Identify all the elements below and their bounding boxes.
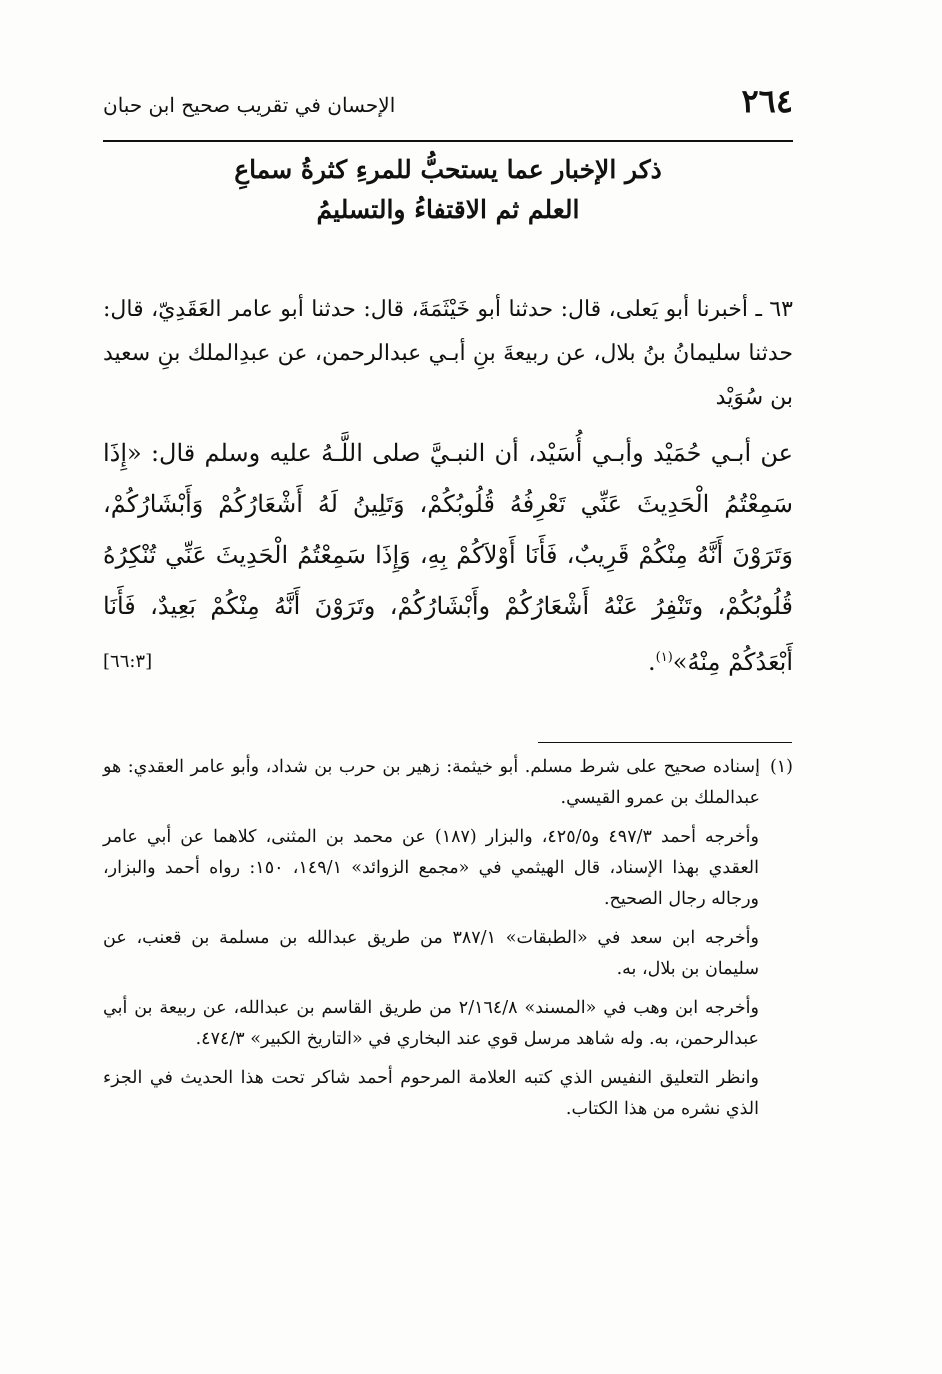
footnote-paragraph: وانظر التعليق النفيس الذي كتبه العلامة المرحوم أحمد شاكر تحت هذا الحديث في الجزء الذي نشره من هذا الكتاب.	[103, 1068, 759, 1119]
footnote-1	[103, 752, 793, 814]
hadith-matn: عن أبـي حُمَيْد وأبـي أُسَيْد، أن النبـيَّ صلى اللَّـهُ عليه وسلم قال: «إِذَا سَمِعْتُمُ الْحَدِيثَ عَنِّي تَعْرِفُهُ قُلُوبُكُمْ، وَتَلِينُ لَهُ أَشْعَارُكُمْ وَأَبْشَارُكُمْ، وَتَرَوْنَ أَنَّهُ مِنْكُمْ قَرِيبٌ، فَأَنَا أَوْلاَكُمْ بِهِ، وَإِذَا سَمِعْتُمُ الْحَدِيثَ عَنِّي تُنْكِرُهُ قُلُوبُكُمْ، وتَنْفِرُ عَنْهُ أَشْعَارُكُمْ وأَبْشَارُكُمْ، وتَرَوْنَ أَنَّهُ مِنْكُمْ بَعِيدٌ، فَأَنَا أَبْعَدُكُمْ مِنْهُ»	[103, 439, 793, 676]
footnote-number: (١)	[769, 757, 793, 777]
footnote-main-text: إسناده صحيح على شرط مسلم. أبو خيثمة: زهير بن حرب بن شداد، وأبو عامر العقدي: هو عبدالملك بن عمرو القيسي.	[103, 757, 760, 808]
footnote-paragraph: وأخرجه ابن سعد في «الطبقات» ٣٨٧/١ من طريق عبدالله بن مسلمة بن قعنب، عن سليمان بن بلال، به.	[103, 928, 759, 979]
hadith-isnad: ٦٣ ـ أخبرنا أبو يَعلى، قال: حدثنا أبو خَيْثَمَةَ، قال: حدثنا أبو عامر العَقَدِيّ، قال: حدثنا سليمانُ بنُ بلال، عن ربيعةَ بنِ أبـي عبدالرحمن، عن عبدِالملك بنِ سعيد بن سُوَيْد	[103, 297, 793, 410]
hadith-reference: [٦٦:٣]	[103, 651, 153, 672]
footnote-marker[interactable]: (١)	[655, 650, 673, 665]
running-title: الإحسان في تقريب صحيح ابن حبان	[103, 93, 396, 117]
chapter-heading-line-2: العلم ثم الاقتفاءُ والتسليمُ	[316, 195, 580, 224]
page-header	[103, 82, 793, 120]
footnotes-section	[103, 752, 793, 1125]
footnote-divider	[538, 742, 792, 743]
hadith-matn-block: عن أبـي حُمَيْد وأبـي أُسَيْد، أن النبـيَّ صلى اللَّـهُ عليه وسلم قال: «إِذَا سَمِعْتُمُ الْحَدِيثَ عَنِّي تَعْرِفُهُ قُلُوبُكُمْ، وَتَلِينُ لَهُ أَشْعَارُكُمْ وَأَبْشَارُكُمْ، وَتَرَوْنَ أَنَّهُ مِنْكُمْ قَرِيبٌ، فَأَنَا أَوْلاَكُمْ بِهِ، وَإِذَا سَمِعْتُمُ الْحَدِيثَ عَنِّي تُنْكِرُهُ قُلُوبُكُمْ، وتَنْفِرُ عَنْهُ أَشْعَارُكُمْ وأَبْشَارُكُمْ، وتَرَوْنَ أَنَّهُ مِنْكُمْ بَعِيدٌ، فَأَنَا أَبْعَدُكُمْ مِنْهُ»$^{(١)}$. [٦٦:٣]	[103, 428, 793, 688]
footnote-paragraph: وأخرجه ابن وهب في «المسند» ٢/١٦٤/٨ من طريق القاسم بن عبدالله، عن ربيعة بن أبي عبدالرحمن، به. وله شاهد مرسل قوي عند البخاري في «التاريخ الكبير» ٤٧٤/٣.	[103, 998, 759, 1049]
header-divider	[103, 140, 793, 142]
chapter-heading-line-1: ذكر الإخبار عما يستحبُّ للمرءِ كثرةُ سماعِ	[234, 155, 662, 184]
chapter-heading	[103, 150, 793, 230]
footnote-paragraph: وأخرجه أحمد ٤٩٧/٣ و٤٢٥/٥، والبزار (١٨٧) عن محمد بن المثنى، كلاهما عن أبي عامر العقدي بهذا الإسناد، قال الهيثمي في «مجمع الزوائد» ١٤٩/١، ١٥٠: رواه أحمد والبزار، ورجاله رجال الصحيح.	[103, 827, 760, 909]
page-number: ٢٦٤	[741, 82, 793, 120]
